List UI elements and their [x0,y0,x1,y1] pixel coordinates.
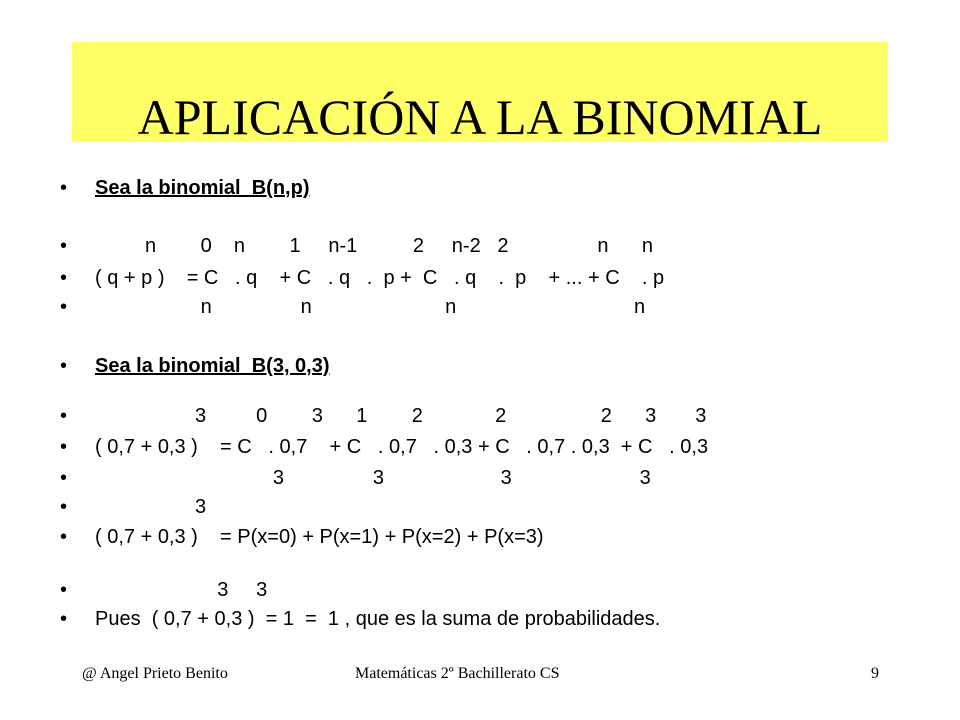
bullet-line: ( 0,7 + 0,3 ) = P(x=0) + P(x=1) + P(x=2) + P(x=3) [95,526,544,548]
title-banner [72,42,888,145]
footer-page-number: 9 [871,665,879,682]
slide-title: APLICACIÓN A LA BINOMIAL [137,89,823,145]
bullet-marker: • [60,467,68,489]
bullet-marker: • [60,579,68,601]
bullet-line: 3 0 3 1 2 2 2 3 3 [95,405,707,427]
bullet-line: 3 [95,496,207,518]
bullet-line: Sea la binomial B(3, 0,3) [95,355,330,377]
bullet-marker: • [60,355,68,377]
bullet-line: ( 0,7 + 0,3 ) = C . 0,7 + C . 0,7 . 0,3 + C . 0,7 . 0,3 + C . 0,3 [95,436,709,458]
footer-course: Matemáticas 2º Bachillerato CS [355,665,560,682]
bullet-line: n n n n [95,296,646,318]
footer-author: @ Angel Prieto Benito [82,665,228,682]
bullet-marker: • [60,267,68,289]
bullet-marker: • [60,436,68,458]
bullet-line: 3 3 [95,579,268,601]
bullet-marker: • [60,296,68,318]
bullet-marker: • [60,177,68,199]
bullet-line: Sea la binomial B(n,p) [95,177,310,199]
bullet-marker: • [60,526,68,548]
bullet-line: 3 3 3 3 [95,467,651,489]
bullet-marker: • [60,608,68,630]
bullet-line: ( q + p ) = C . q + C . q . p + C . q . p + ... + C . p [95,267,665,289]
bullet-line: n 0 n 1 n-1 2 n-2 2 n n [95,235,653,257]
bullet-line: Pues ( 0,7 + 0,3 ) = 1 = 1 , que es la suma de probabilidades. [95,608,661,630]
bullet-marker: • [60,496,68,518]
bullet-marker: • [60,235,68,257]
bullet-marker: • [60,405,68,427]
